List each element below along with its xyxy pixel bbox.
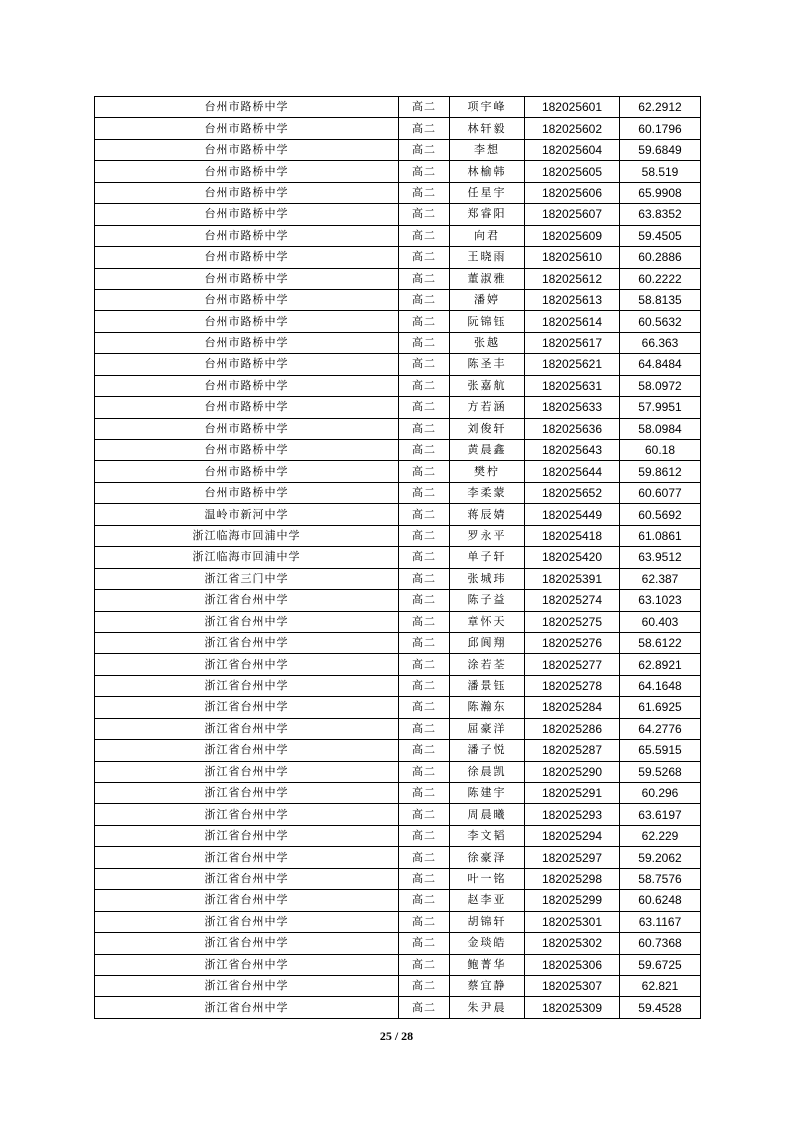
table-row [95,182,701,203]
grade-cell: 高二 [399,611,450,632]
school-cell: 浙江省台州中学 [95,825,399,846]
name-cell: 陈瀚东 [450,697,525,718]
id-cell: 182025297 [525,847,620,868]
id-cell: 182025613 [525,289,620,310]
school-cell: 浙江省台州中学 [95,611,399,632]
id-cell: 182025306 [525,954,620,975]
score-cell: 62.2912 [620,97,701,118]
table-row [95,632,701,653]
table-row [95,97,701,118]
grade-cell: 高二 [399,268,450,289]
grade-cell: 高二 [399,568,450,589]
table-row [95,504,701,525]
name-cell: 阮锦钰 [450,311,525,332]
grade-cell: 高二 [399,868,450,889]
id-cell: 182025605 [525,161,620,182]
grade-cell: 高二 [399,204,450,225]
grade-cell: 高二 [399,504,450,525]
score-cell: 63.8352 [620,204,701,225]
name-cell: 林榆韩 [450,161,525,182]
table-row [95,525,701,546]
score-cell: 65.9908 [620,182,701,203]
school-cell: 浙江省台州中学 [95,890,399,911]
table-row [95,654,701,675]
id-cell: 182025617 [525,332,620,353]
score-cell: 64.8484 [620,354,701,375]
table-row [95,204,701,225]
id-cell: 182025601 [525,97,620,118]
name-cell: 张嘉航 [450,375,525,396]
score-cell: 62.229 [620,825,701,846]
grade-cell: 高二 [399,783,450,804]
grade-cell: 高二 [399,289,450,310]
grade-cell: 高二 [399,139,450,160]
id-cell: 182025302 [525,933,620,954]
grade-cell: 高二 [399,632,450,653]
score-cell: 60.6248 [620,890,701,911]
score-cell: 61.6925 [620,697,701,718]
school-cell: 浙江临海市回浦中学 [95,547,399,568]
score-cell: 60.18 [620,440,701,461]
grade-cell: 高二 [399,461,450,482]
table-row [95,611,701,632]
id-cell: 182025278 [525,675,620,696]
score-cell: 59.4528 [620,997,701,1018]
score-cell: 64.2776 [620,718,701,739]
id-cell: 182025420 [525,547,620,568]
table-row [95,354,701,375]
id-cell: 182025621 [525,354,620,375]
name-cell: 邱阆翔 [450,632,525,653]
grade-cell: 高二 [399,118,450,139]
id-cell: 182025391 [525,568,620,589]
grade-cell: 高二 [399,975,450,996]
school-cell: 浙江省台州中学 [95,632,399,653]
score-cell: 60.2886 [620,247,701,268]
score-cell: 65.5915 [620,740,701,761]
id-cell: 182025291 [525,783,620,804]
grade-cell: 高二 [399,847,450,868]
school-cell: 浙江省台州中学 [95,911,399,932]
table-row [95,761,701,782]
id-cell: 182025604 [525,139,620,160]
table-row [95,139,701,160]
grade-cell: 高二 [399,718,450,739]
name-cell: 郑睿阳 [450,204,525,225]
grade-cell: 高二 [399,590,450,611]
table-row [95,933,701,954]
id-cell: 182025277 [525,654,620,675]
name-cell: 蔡宜静 [450,975,525,996]
id-cell: 182025612 [525,268,620,289]
school-cell: 台州市路桥中学 [95,268,399,289]
name-cell: 单子轩 [450,547,525,568]
table-row [95,975,701,996]
score-table [94,96,701,1019]
school-cell: 台州市路桥中学 [95,461,399,482]
school-cell: 浙江省台州中学 [95,761,399,782]
score-cell: 58.519 [620,161,701,182]
name-cell: 董淑雅 [450,268,525,289]
id-cell: 182025301 [525,911,620,932]
school-cell: 台州市路桥中学 [95,311,399,332]
id-cell: 182025644 [525,461,620,482]
score-cell: 63.6197 [620,804,701,825]
school-cell: 浙江临海市回浦中学 [95,525,399,546]
table-row [95,825,701,846]
name-cell: 任星宇 [450,182,525,203]
school-cell: 台州市路桥中学 [95,118,399,139]
score-cell: 63.1167 [620,911,701,932]
id-cell: 182025275 [525,611,620,632]
name-cell: 王晓雨 [450,247,525,268]
grade-cell: 高二 [399,440,450,461]
school-cell: 浙江省台州中学 [95,847,399,868]
table-row [95,332,701,353]
name-cell: 李柔蒙 [450,482,525,503]
grade-cell: 高二 [399,804,450,825]
score-cell: 61.0861 [620,525,701,546]
table-row [95,740,701,761]
table-row [95,675,701,696]
score-cell: 59.6725 [620,954,701,975]
id-cell: 182025606 [525,182,620,203]
score-cell: 66.363 [620,332,701,353]
table-row [95,868,701,889]
school-cell: 台州市路桥中学 [95,440,399,461]
school-cell: 台州市路桥中学 [95,418,399,439]
score-cell: 60.6077 [620,482,701,503]
grade-cell: 高二 [399,890,450,911]
id-cell: 182025276 [525,632,620,653]
school-cell: 浙江省台州中学 [95,975,399,996]
grade-cell: 高二 [399,97,450,118]
grade-cell: 高二 [399,825,450,846]
grade-cell: 高二 [399,375,450,396]
name-cell: 涂若荃 [450,654,525,675]
name-cell: 罗永平 [450,525,525,546]
table-row [95,461,701,482]
id-cell: 182025284 [525,697,620,718]
school-cell: 温岭市新河中学 [95,504,399,525]
table-row [95,397,701,418]
school-cell: 台州市路桥中学 [95,332,399,353]
table-row [95,440,701,461]
school-cell: 台州市路桥中学 [95,161,399,182]
table-row [95,118,701,139]
name-cell: 徐豪泽 [450,847,525,868]
grade-cell: 高二 [399,697,450,718]
table-row [95,590,701,611]
score-cell: 64.1648 [620,675,701,696]
school-cell: 台州市路桥中学 [95,354,399,375]
id-cell: 182025309 [525,997,620,1018]
name-cell: 李想 [450,139,525,160]
grade-cell: 高二 [399,397,450,418]
name-cell: 向君 [450,225,525,246]
id-cell: 182025274 [525,590,620,611]
score-cell: 63.9512 [620,547,701,568]
score-cell: 60.5692 [620,504,701,525]
name-cell: 方若涵 [450,397,525,418]
id-cell: 182025609 [525,225,620,246]
score-cell: 60.2222 [620,268,701,289]
name-cell: 周晨曦 [450,804,525,825]
table-row [95,418,701,439]
school-cell: 台州市路桥中学 [95,375,399,396]
score-table-body [95,97,701,1019]
score-cell: 62.821 [620,975,701,996]
school-cell: 台州市路桥中学 [95,482,399,503]
score-cell: 57.9951 [620,397,701,418]
name-cell: 项宇峰 [450,97,525,118]
school-cell: 浙江省台州中学 [95,933,399,954]
school-cell: 台州市路桥中学 [95,397,399,418]
name-cell: 叶一铭 [450,868,525,889]
grade-cell: 高二 [399,740,450,761]
score-cell: 58.8135 [620,289,701,310]
grade-cell: 高二 [399,161,450,182]
id-cell: 182025307 [525,975,620,996]
id-cell: 182025294 [525,825,620,846]
name-cell: 章怀天 [450,611,525,632]
grade-cell: 高二 [399,247,450,268]
id-cell: 182025287 [525,740,620,761]
score-cell: 58.6122 [620,632,701,653]
table-row [95,482,701,503]
school-cell: 浙江省台州中学 [95,804,399,825]
score-cell: 60.1796 [620,118,701,139]
name-cell: 鲍菁华 [450,954,525,975]
grade-cell: 高二 [399,418,450,439]
name-cell: 黄晨鑫 [450,440,525,461]
score-cell: 59.2062 [620,847,701,868]
school-cell: 台州市路桥中学 [95,139,399,160]
grade-cell: 高二 [399,761,450,782]
name-cell: 蒋辰婧 [450,504,525,525]
id-cell: 182025293 [525,804,620,825]
grade-cell: 高二 [399,675,450,696]
name-cell: 张越 [450,332,525,353]
table-row [95,697,701,718]
id-cell: 182025607 [525,204,620,225]
name-cell: 金琰皓 [450,933,525,954]
score-cell: 62.387 [620,568,701,589]
grade-cell: 高二 [399,911,450,932]
school-cell: 浙江省台州中学 [95,783,399,804]
school-cell: 台州市路桥中学 [95,97,399,118]
grade-cell: 高二 [399,182,450,203]
name-cell: 胡锦轩 [450,911,525,932]
table-row [95,997,701,1018]
name-cell: 潘子悦 [450,740,525,761]
school-cell: 浙江省台州中学 [95,740,399,761]
name-cell: 张城玮 [450,568,525,589]
name-cell: 李文韬 [450,825,525,846]
id-cell: 182025298 [525,868,620,889]
id-cell: 182025610 [525,247,620,268]
table-row [95,911,701,932]
name-cell: 屈豪洋 [450,718,525,739]
name-cell: 潘景钰 [450,675,525,696]
table-row [95,890,701,911]
name-cell: 赵李亚 [450,890,525,911]
table-row [95,783,701,804]
page-number: 25 / 28 [379,1029,414,1043]
school-cell: 浙江省台州中学 [95,675,399,696]
school-cell: 浙江省台州中学 [95,697,399,718]
table-row [95,547,701,568]
grade-cell: 高二 [399,933,450,954]
id-cell: 182025614 [525,311,620,332]
table-row [95,247,701,268]
id-cell: 182025286 [525,718,620,739]
school-cell: 台州市路桥中学 [95,289,399,310]
grade-cell: 高二 [399,332,450,353]
table-row [95,225,701,246]
grade-cell: 高二 [399,525,450,546]
grade-cell: 高二 [399,482,450,503]
id-cell: 182025418 [525,525,620,546]
score-cell: 63.1023 [620,590,701,611]
name-cell: 樊柠 [450,461,525,482]
grade-cell: 高二 [399,354,450,375]
name-cell: 徐晨凯 [450,761,525,782]
name-cell: 陈圣丰 [450,354,525,375]
table-row [95,718,701,739]
school-cell: 台州市路桥中学 [95,182,399,203]
table-row [95,954,701,975]
score-cell: 59.5268 [620,761,701,782]
table-row [95,311,701,332]
id-cell: 182025299 [525,890,620,911]
score-cell: 59.4505 [620,225,701,246]
grade-cell: 高二 [399,654,450,675]
score-cell: 58.0984 [620,418,701,439]
grade-cell: 高二 [399,311,450,332]
table-row [95,804,701,825]
grade-cell: 高二 [399,547,450,568]
score-cell: 60.296 [620,783,701,804]
table-row [95,289,701,310]
table-row [95,268,701,289]
school-cell: 浙江省台州中学 [95,997,399,1018]
name-cell: 朱尹晨 [450,997,525,1018]
school-cell: 浙江省三门中学 [95,568,399,589]
id-cell: 182025602 [525,118,620,139]
name-cell: 刘俊轩 [450,418,525,439]
score-cell: 60.5632 [620,311,701,332]
score-cell: 62.8921 [620,654,701,675]
score-cell: 58.7576 [620,868,701,889]
grade-cell: 高二 [399,225,450,246]
school-cell: 台州市路桥中学 [95,204,399,225]
school-cell: 浙江省台州中学 [95,718,399,739]
score-cell: 59.6849 [620,139,701,160]
name-cell: 陈建宇 [450,783,525,804]
name-cell: 潘婷 [450,289,525,310]
school-cell: 浙江省台州中学 [95,868,399,889]
school-cell: 浙江省台州中学 [95,654,399,675]
table-row [95,847,701,868]
score-cell: 59.8612 [620,461,701,482]
grade-cell: 高二 [399,997,450,1018]
score-cell: 60.7368 [620,933,701,954]
id-cell: 182025631 [525,375,620,396]
table-row [95,568,701,589]
id-cell: 182025636 [525,418,620,439]
id-cell: 182025449 [525,504,620,525]
name-cell: 陈子益 [450,590,525,611]
score-cell: 60.403 [620,611,701,632]
id-cell: 182025290 [525,761,620,782]
id-cell: 182025633 [525,397,620,418]
school-cell: 浙江省台州中学 [95,954,399,975]
table-row [95,375,701,396]
school-cell: 浙江省台州中学 [95,590,399,611]
school-cell: 台州市路桥中学 [95,225,399,246]
school-cell: 台州市路桥中学 [95,247,399,268]
name-cell: 林轩毅 [450,118,525,139]
grade-cell: 高二 [399,954,450,975]
table-row [95,161,701,182]
id-cell: 182025652 [525,482,620,503]
score-cell: 58.0972 [620,375,701,396]
id-cell: 182025643 [525,440,620,461]
